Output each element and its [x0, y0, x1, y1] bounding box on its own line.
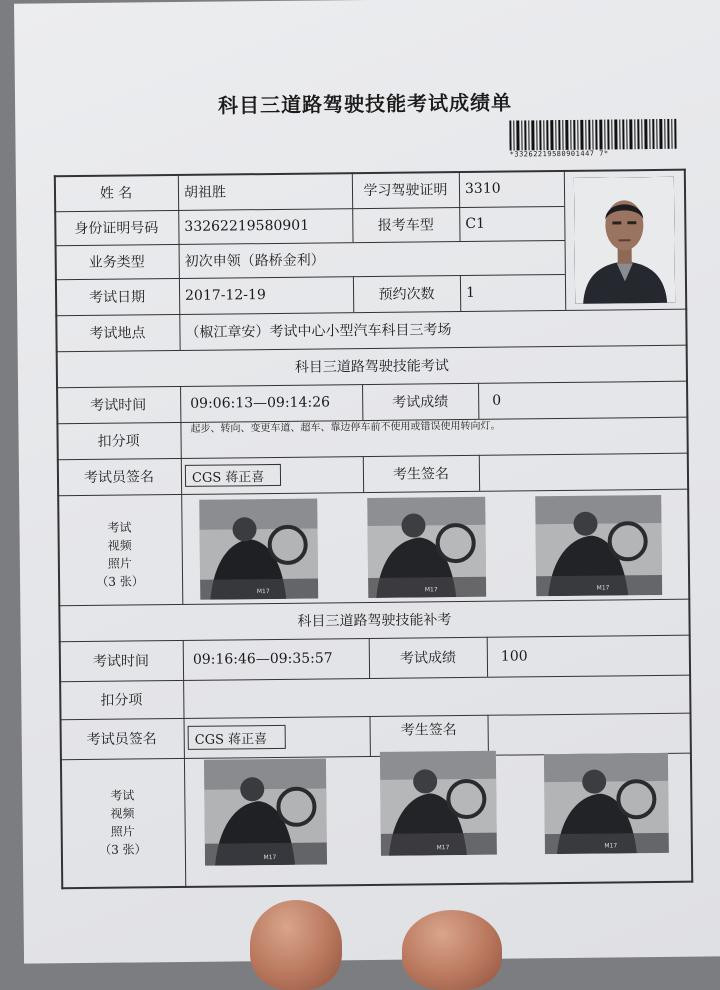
- score-sheet-paper: [14, 0, 720, 964]
- first-examiner-label: 考试员签名: [83, 469, 155, 486]
- exam-location-label: 考试地点: [89, 325, 146, 342]
- name-label: 姓 名: [99, 185, 133, 202]
- retake-examiner-signature: CGS 蒋正喜: [188, 725, 286, 750]
- score-table: [54, 169, 693, 890]
- retake-candidate-signature-label: 考生签名: [400, 722, 457, 739]
- exam-location-value: （椒江章安）考试中心小型汽车科目三考场: [185, 322, 452, 341]
- first-exam-header: 科目三道路驾驶技能考试: [294, 358, 449, 376]
- first-candidate-signature-label: 考生签名: [392, 466, 450, 483]
- vehicle-type-label: 报考车型: [377, 217, 434, 234]
- first-video-photo-2: M17: [367, 497, 486, 598]
- exam-date-label: 考试日期: [89, 289, 146, 306]
- name-value: 胡祖胜: [183, 184, 227, 201]
- first-score-value: 0: [492, 392, 502, 409]
- id-number-value: 33262219580901: [184, 217, 310, 235]
- retake-video-photo-2: M17: [380, 751, 497, 856]
- first-video-photo-1: M17: [199, 499, 318, 600]
- first-score-label: 考试成绩: [392, 394, 449, 411]
- retake-score-label: 考试成绩: [399, 650, 456, 667]
- business-type-label: 业务类型: [88, 254, 145, 271]
- retake-exam-header: 科目三道路驾驶技能补考: [297, 612, 452, 630]
- id-number-label: 身份证明号码: [74, 220, 159, 238]
- first-deduction-label: 扣分项: [97, 433, 140, 450]
- retake-video-label: 考试 视频 照片 （3 张）: [99, 788, 147, 857]
- vehicle-type-value: C1: [465, 215, 486, 232]
- first-video-photo-3: M17: [535, 495, 662, 596]
- first-time-label: 考试时间: [90, 397, 147, 414]
- first-time-value: 09:06:13—09:14:26: [190, 394, 331, 412]
- appointments-value: 1: [465, 284, 476, 301]
- appointments-label: 预约次数: [378, 286, 435, 303]
- first-deduction-value: 起步、转向、变更车道、超车、靠边停车前不使用或错误使用转向灯。: [190, 420, 501, 435]
- retake-video-photo-1: M17: [204, 758, 327, 865]
- document-title: 科目三道路驾驶技能考试成绩单: [217, 90, 513, 118]
- first-video-label: 考试 视频 照片 （3 张）: [96, 520, 144, 589]
- thumb-finger-left: [250, 900, 342, 990]
- permit-value: 3310: [464, 180, 501, 197]
- exam-date-value: 2017-12-19: [185, 287, 266, 304]
- retake-time-value: 09:16:46—09:35:57: [192, 650, 333, 668]
- business-type-value: 初次申领（路桥金利）: [184, 252, 325, 270]
- retake-score-value: 100: [500, 648, 528, 665]
- retake-video-photo-3: M17: [544, 753, 669, 854]
- permit-label: 学习驾驶证明: [363, 182, 448, 200]
- first-examiner-signature: CGS 蒋正喜: [185, 464, 281, 487]
- thumb-finger-right: [402, 910, 502, 990]
- retake-examiner-label: 考试员签名: [86, 731, 157, 748]
- retake-time-label: 考试时间: [92, 653, 149, 670]
- barcode-number: *33262219580901447 7*: [509, 149, 609, 159]
- retake-deduction-label: 扣分项: [100, 692, 143, 709]
- candidate-photo: [574, 177, 675, 304]
